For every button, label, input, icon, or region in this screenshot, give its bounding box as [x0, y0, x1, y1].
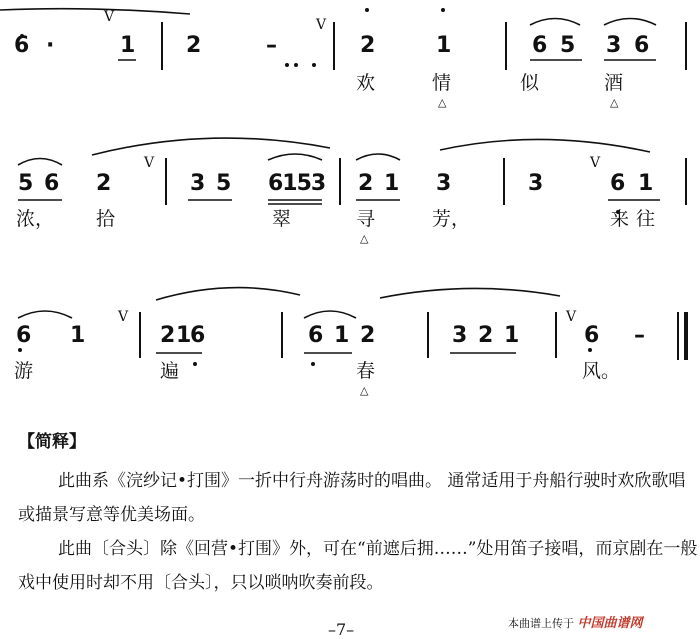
page-number: –7– [328, 620, 355, 639]
paragraph: 此曲〔合头〕除《回营•打围》外，可在“前遮后拥……”处用笛子接唱，而京剧在一般戏中使用时却不用〔合头〕，只以唢呐吹奏前段。 [18, 539, 698, 593]
note: 6 [532, 33, 548, 58]
lyric: 似 [520, 72, 540, 94]
note-dash: – [266, 33, 277, 58]
note: 2 [186, 33, 202, 58]
paragraph: 此曲系《浣纱记•打围》一折中行舟游荡时的唱曲。 通常适用于舟船行驶时欢欣歌唱或描景写意等优美场面。 [18, 471, 686, 525]
note: 3 [528, 171, 544, 196]
note: 2 [358, 171, 374, 196]
note: 2 [96, 171, 112, 196]
note: 2 [478, 323, 494, 348]
accent-mark: △ [438, 96, 447, 109]
breath-mark: V [566, 309, 577, 325]
lyric: 春 [356, 360, 376, 382]
section-title: 【简释】 [18, 432, 86, 452]
breath-mark: V [104, 9, 115, 25]
lyric: 翠 [272, 208, 292, 230]
lyric: 浓， [16, 208, 55, 230]
note: 6 [16, 323, 32, 348]
note: 3 [436, 171, 452, 196]
note: 6 [584, 323, 600, 348]
note: 6 [634, 33, 650, 58]
accent-mark: △ [610, 96, 619, 109]
lyric: 游 [14, 360, 34, 382]
breath-mark: V [144, 155, 155, 171]
note: 5 [216, 171, 232, 196]
note-dot: · [46, 33, 55, 58]
note: 6 [44, 171, 60, 196]
lyric: 遍 [160, 360, 180, 382]
note: 1 [436, 33, 452, 58]
note: 1 [120, 33, 136, 58]
note: 6 [308, 323, 324, 348]
note: 1 [176, 323, 192, 348]
note: 1 [504, 323, 520, 348]
accent-mark: △ [360, 384, 369, 397]
note: 2 [160, 323, 176, 348]
note-dash: – [634, 323, 645, 348]
note: 3 [606, 33, 622, 58]
note: 1 [334, 323, 350, 348]
note: 6 [14, 33, 30, 58]
note: 3 [452, 323, 468, 348]
note-group: 6153 [268, 171, 326, 196]
note: 5 [18, 171, 34, 196]
note: 6 [610, 171, 626, 196]
note: 6 [190, 323, 206, 348]
note: 5 [560, 33, 576, 58]
note: 1 [638, 171, 654, 196]
breath-mark: V [316, 17, 327, 33]
site-logo[interactable]: 中国曲谱网 [577, 616, 643, 631]
lyric: 欢 [356, 72, 376, 94]
upload-text: 本曲谱上传于 [508, 617, 574, 630]
lyric: 情 [432, 72, 452, 94]
lyric: 来 [610, 208, 630, 230]
lyric: 寻 [356, 208, 376, 230]
lyric: 芳， [432, 208, 471, 230]
note: 2 [360, 33, 376, 58]
breath-mark: V [118, 309, 129, 325]
breath-mark: V [590, 155, 601, 171]
note: 2 [360, 323, 376, 348]
lyric: 酒 [604, 72, 624, 94]
lyric: 风。 [582, 360, 621, 382]
note: 1 [384, 171, 400, 196]
lyric: 拾 [96, 208, 116, 230]
accent-mark: △ [360, 232, 369, 245]
note: 1 [70, 323, 86, 348]
footer-watermark [508, 612, 643, 631]
note: 3 [190, 171, 206, 196]
lyric: 往 [636, 208, 656, 230]
